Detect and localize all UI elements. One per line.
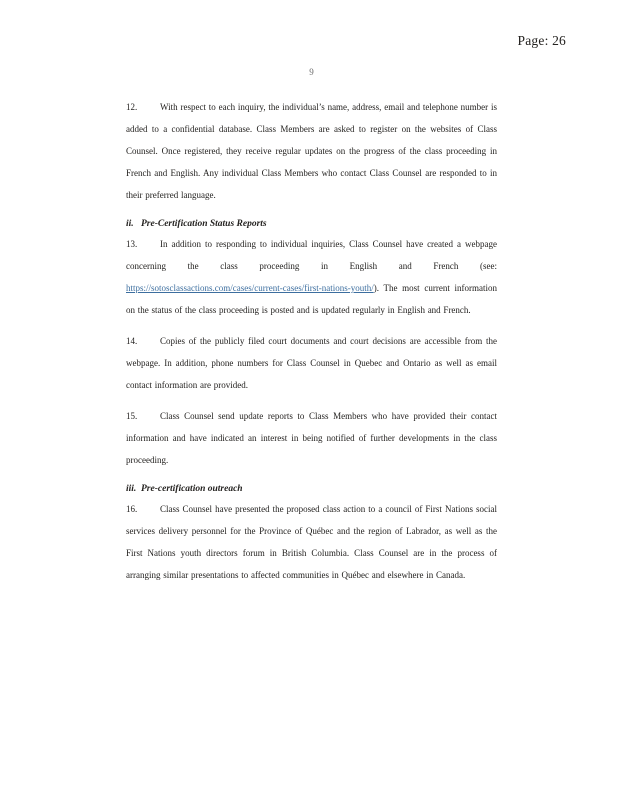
heading-iii-number: iii. xyxy=(126,484,137,494)
paragraph-12-number: 12. xyxy=(126,102,138,112)
document-content xyxy=(126,96,497,595)
class-action-webpage-link[interactable]: https://sotosclassactions.com/cases/current-cases/first-nations-youth/ xyxy=(126,283,374,293)
paragraph-15 xyxy=(126,405,497,471)
paragraph-14-text: Copies of the publicly filed court documents and court decisions are accessible from the webpage. In addition, phone numbers for Class Counsel in Quebec and Ontario as well as email contact information are provided. xyxy=(126,336,497,390)
paragraph-15-text: Class Counsel send update reports to Class Members who have provided their contact information and have indicated an interest in being notified of further developments in the class proceeding. xyxy=(126,411,497,465)
heading-ii-text: Pre-Certification Status Reports xyxy=(141,219,267,229)
paragraph-14-number: 14. xyxy=(126,336,138,346)
paragraph-13-number: 13. xyxy=(126,239,138,249)
heading-iii-text: Pre-certification outreach xyxy=(141,484,243,494)
paragraph-15-number: 15. xyxy=(126,411,138,421)
heading-pre-certification-status-reports xyxy=(126,215,497,233)
paragraph-16 xyxy=(126,498,497,586)
page-header-label: Page: 26 xyxy=(517,33,566,48)
paragraph-16-text: Class Counsel have presented the proposed class action to a council of First Nations social services delivery personnel for the Province of Québec and the region of Labrador, as well as the First Nations youth directors forum in British Columbia. Class Counsel are in the process of arranging similar presentations to affected communities in Québec and elsewhere in Canada. xyxy=(126,504,497,580)
paragraph-12-text: With respect to each inquiry, the individual’s name, address, email and telephone number is added to a confidential database. Class Members are asked to register on the websites of Class Counsel. Once registered, they receive regular updates on the progress of the class proceeding in French and English. Any individual Class Members who contact Class Counsel are responded to in their preferred language. xyxy=(126,102,497,200)
page-number-folio: 9 xyxy=(309,67,314,77)
paragraph-13-text-before-link: In addition to responding to individual inquiries, Class Counsel have created a webpage concerning the class proceeding in English and French (see: xyxy=(126,239,497,271)
heading-pre-certification-outreach xyxy=(126,480,497,498)
paragraph-13-text-after-link: ). The most current information on the status of the class proceeding is posted and is updated regularly in English and French. xyxy=(126,283,497,315)
heading-ii-number: ii. xyxy=(126,219,134,229)
paragraph-16-number: 16. xyxy=(126,504,138,514)
paragraph-14 xyxy=(126,330,497,396)
paragraph-12 xyxy=(126,96,497,206)
paragraph-13 xyxy=(126,233,497,321)
